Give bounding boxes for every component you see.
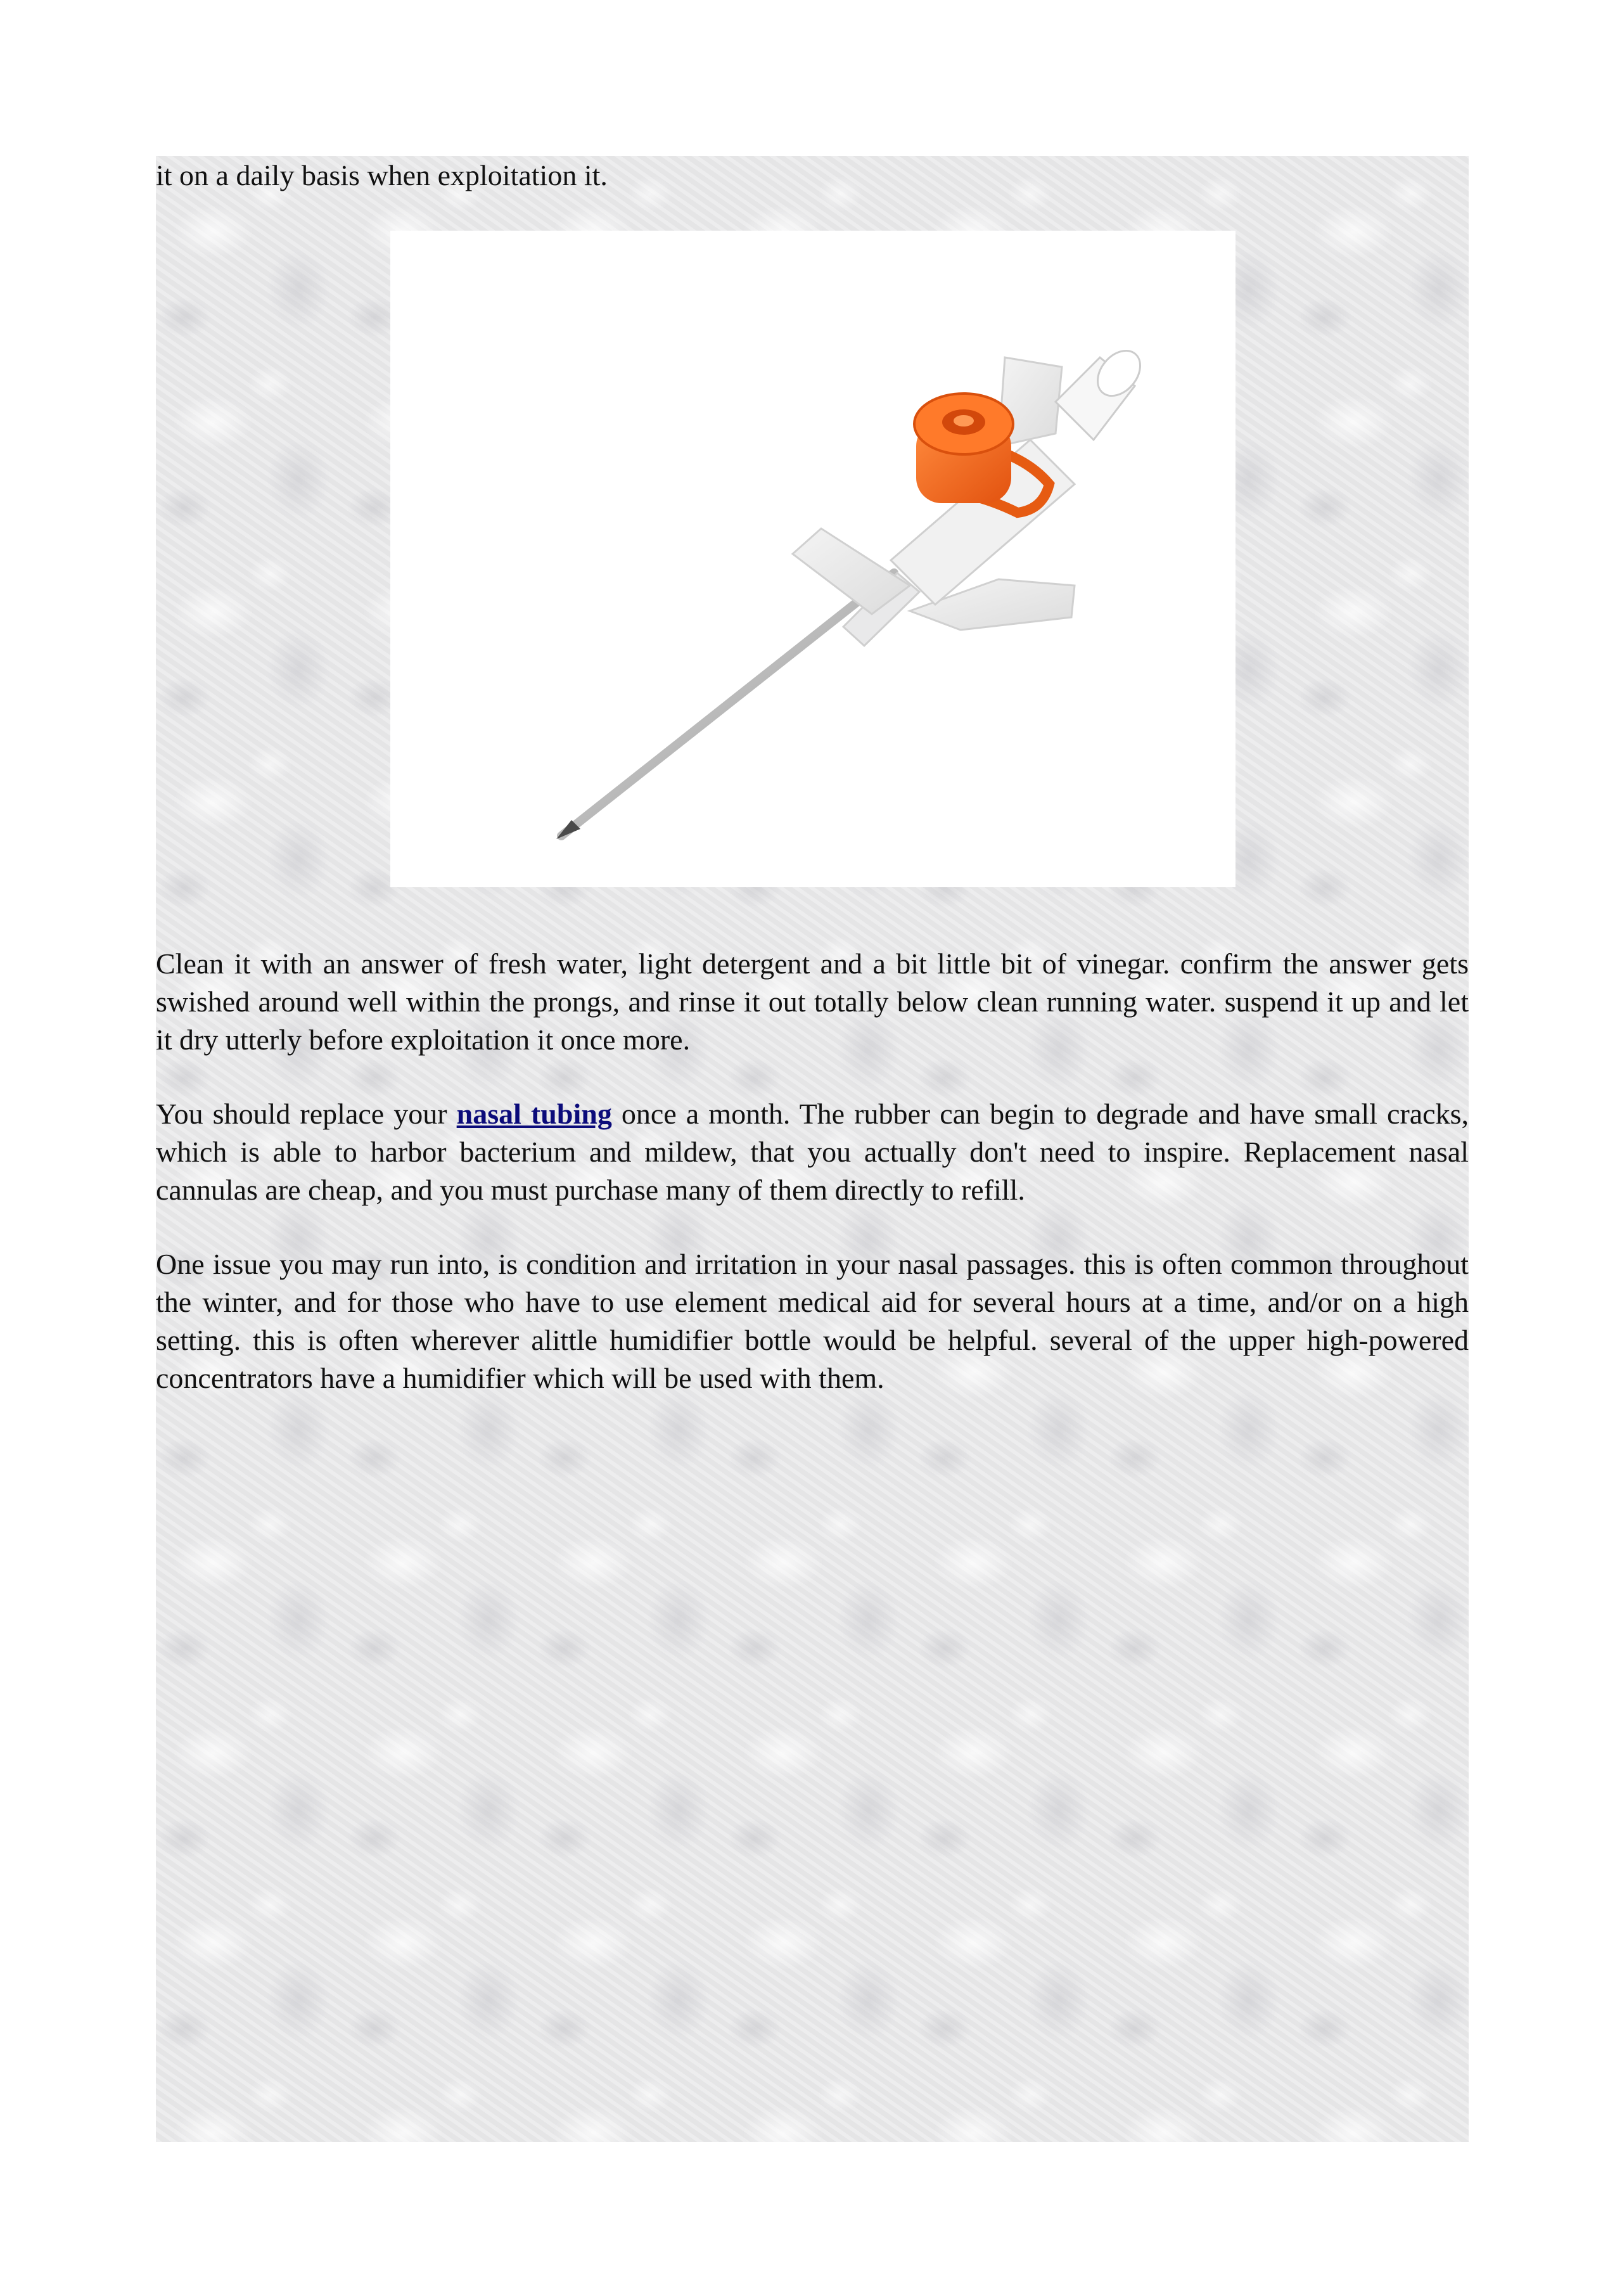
paragraph-text-after-link: once a month. The rubber can begin to degrade and have small cracks, which is able to harbor bacterium and mildew, that you actually don't need to inspire. Replacement nasal cannulas are cheap, and you must purchase many of them directly to refill. <box>156 1098 1469 1206</box>
paragraph-replace-tubing <box>156 1095 1469 1209</box>
iv-cannula-icon <box>390 231 1236 887</box>
paragraph-text-before-link: You should replace your <box>156 1098 457 1130</box>
nasal-tubing-link[interactable]: nasal tubing <box>456 1098 612 1130</box>
intro-line: it on a daily basis when exploitation it. <box>156 159 608 191</box>
paragraph-humidifier: One issue you may run into, is condition and irritation in your nasal passages. this is often common throughout the winter, and for those who have to use element medical aid for several hours at a time, and/or on a high setting. this is often wherever alittle humidifier bottle would be helpful. several of the upper high-powered concentrators have a humidifier which will be used with them. <box>156 1248 1469 1394</box>
cannula-photo <box>390 231 1236 887</box>
paragraph-cleaning: Clean it with an answer of fresh water, light detergent and a bit little bit of vinegar. confirm the answer gets swished around well within the prongs, and rinse it out totally below clean running water. suspend it up and let it dry utterly before exploitation it once more. <box>156 947 1469 1056</box>
